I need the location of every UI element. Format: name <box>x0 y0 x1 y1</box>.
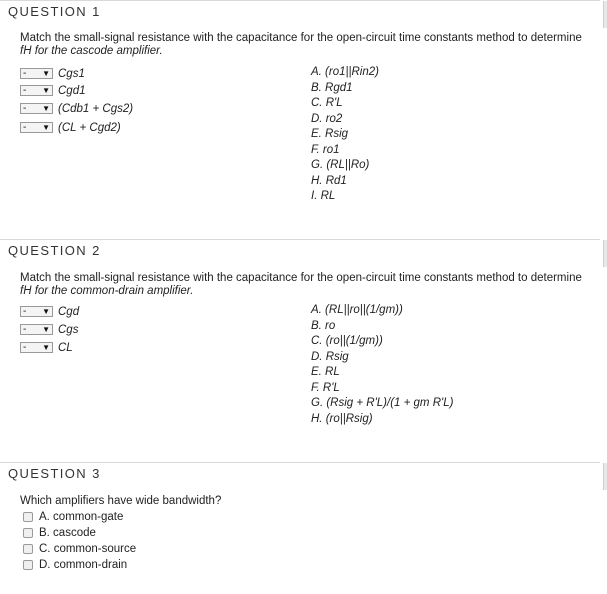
question-2-options <box>311 303 453 427</box>
question-3-prompt: Which amplifiers have wide bandwidth? <box>20 495 222 507</box>
match-label: Cgd1 <box>58 84 86 97</box>
match-label: Cgs1 <box>58 67 85 80</box>
question-3-side-bar <box>603 463 607 490</box>
question-1-side-bar <box>603 1 607 28</box>
question-3-title: QUESTION 3 <box>8 466 101 481</box>
option-item: B. Rgd1 <box>311 81 353 94</box>
option-item: G. (RL||Ro) <box>311 159 370 171</box>
option-item: I. RL <box>311 190 336 202</box>
question-1-match-row-1 <box>20 66 85 81</box>
match-select[interactable]: - ▼ <box>20 324 53 335</box>
choice-cascode[interactable] <box>23 525 96 541</box>
question-2-side-bar <box>603 240 607 267</box>
match-label: Cgd <box>58 305 80 318</box>
checkbox[interactable] <box>23 560 33 570</box>
match-label: (CL + Cgd2) <box>58 121 121 134</box>
question-2-match-row-1 <box>20 304 79 319</box>
match-select[interactable]: - ▼ <box>20 342 53 353</box>
option-item: D. ro2 <box>311 112 343 125</box>
match-select[interactable]: - ▼ <box>20 103 53 114</box>
match-select[interactable]: - ▼ <box>20 122 53 133</box>
choice-common-gate[interactable] <box>23 509 123 525</box>
option-item: E. RL <box>311 366 340 378</box>
option-item: G. (Rsig + R'L)/(1 + gm R'L) <box>311 397 454 409</box>
option-item: C. (ro||(1/gm)) <box>311 335 383 347</box>
question-1-match-row-4 <box>20 120 121 135</box>
question-1-prompt-line2: fH for the cascode amplifier. <box>20 45 163 57</box>
option-item: H. (ro||Rsig) <box>311 412 373 425</box>
question-1-title: QUESTION 1 <box>8 4 101 19</box>
option-item: F. ro1 <box>311 143 340 156</box>
match-select[interactable]: - ▼ <box>20 306 53 317</box>
question-2-match-row-2 <box>20 322 78 337</box>
checkbox[interactable] <box>23 528 33 538</box>
question-2-prompt-line2: fH for the common-drain amplifier. <box>20 285 194 297</box>
question-2-match-row-3 <box>20 340 73 355</box>
question-2-prompt <box>20 272 600 298</box>
choice-label: D. common-drain <box>39 559 128 571</box>
option-item: H. Rd1 <box>311 174 347 187</box>
question-1-match-row-2 <box>20 83 86 98</box>
match-label: Cgs <box>58 323 79 336</box>
question-3-header <box>0 462 600 483</box>
checkbox[interactable] <box>23 512 33 522</box>
choice-common-drain[interactable] <box>23 557 127 573</box>
choice-label: C. common-source <box>39 543 137 555</box>
choice-label: A. common-gate <box>39 511 124 523</box>
match-label: (Cdb1 + Cgs2) <box>58 102 134 115</box>
option-item: F. R'L <box>311 381 340 394</box>
question-2-prompt-line1: Match the small-signal resistance with the capacitance for the open-circuit time constants method to determine <box>20 272 582 284</box>
question-1-header <box>0 0 600 21</box>
option-item: A. (RL||ro||(1/gm)) <box>311 304 403 316</box>
match-label: CL <box>58 341 73 354</box>
question-2-header <box>0 239 600 260</box>
option-item: C. R'L <box>311 97 343 109</box>
question-1-options <box>311 65 379 205</box>
choice-common-source[interactable] <box>23 541 136 557</box>
option-item: B. ro <box>311 319 336 332</box>
question-1-match-row-3 <box>20 101 133 116</box>
option-item: D. Rsig <box>311 350 349 363</box>
option-item: A. (ro1||Rin2) <box>311 66 379 78</box>
match-select[interactable]: - ▼ <box>20 68 53 79</box>
option-item: E. Rsig <box>311 128 349 140</box>
question-1-prompt <box>20 32 600 58</box>
choice-label: B. cascode <box>39 527 96 539</box>
match-select[interactable]: - ▼ <box>20 85 53 96</box>
question-2-title: QUESTION 2 <box>8 243 101 258</box>
question-1-prompt-line1: Match the small-signal resistance with the capacitance for the open-circuit time constants method to determine <box>20 32 582 44</box>
checkbox[interactable] <box>23 544 33 554</box>
